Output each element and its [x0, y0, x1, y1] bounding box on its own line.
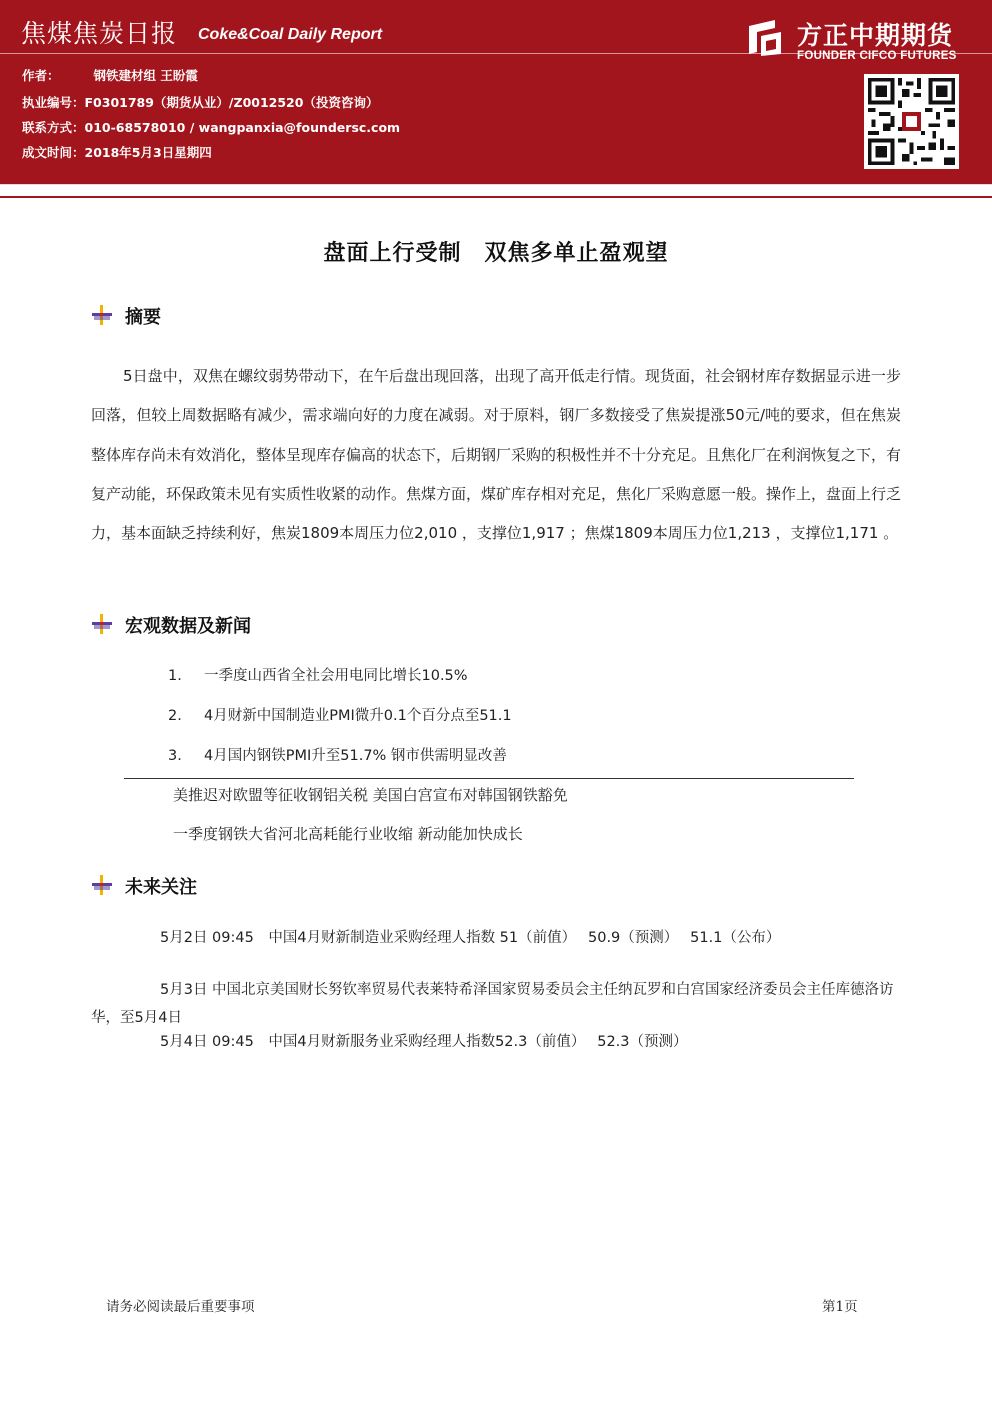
- license-value: F0301789（期货从业）/Z0012520（投资咨询）: [84, 95, 379, 110]
- list-number: 3.: [168, 748, 182, 764]
- news-item-tariff: 美推迟对欧盟等征收钢铝关税 美国白宫宣布对韩国钢铁豁免: [173, 786, 568, 804]
- abstract-body: [91, 357, 901, 553]
- author-value: 钢铁建材组 王盼霞: [93, 68, 198, 83]
- list-text: 4月财新中国制造业PMI微升0.1个百分点至51.1: [204, 708, 512, 724]
- future-events-3: [91, 1028, 901, 1056]
- future-event-3: 5月4日 09:45 中国4月财新服务业采购经理人指数52.3（前值） 52.3（预测）: [160, 1034, 688, 1050]
- section-bullet-icon: [92, 875, 112, 895]
- date-label: 成文时间：: [22, 145, 85, 160]
- section-bullet-icon: [92, 305, 112, 325]
- report-title-cn: 焦煤焦炭日报: [21, 19, 178, 48]
- license-row: [22, 93, 378, 111]
- page-number: 第1页: [822, 1299, 858, 1315]
- abstract-paragraph: 5日盘中，双焦在螺纹弱势带动下，在午后盘出现回落，出现了高开低走行情。现货面，社会钢材库存数据显示进一步回落，但较上周数据略有减少，需求端向好的力度在减弱。对于原料，钢厂多数接受了焦炭提涨50元/吨的要求，但在焦炭整体库存尚未有效消化，整体呈现库存偏高的状态下，后期钢厂采购的积极性并不十分充足。且焦化厂在利润恢复之下，有复产动能，环保政策未见有实质性收紧的动作。焦煤方面，煤矿库存相对充足，焦化厂采购意愿一般。操作上，盘面上行乏力，基本面缺乏持续利好，焦炭1809本周压力位2,010 ，支撑位1,917 ；焦煤1809本周压力位1,213 ，支撑位1,171 。: [91, 367, 902, 543]
- report-title-en: Coke&Coal Daily Report: [198, 26, 383, 43]
- section-title: 摘要: [125, 307, 161, 328]
- date-value: 2018年5月3日星期四: [84, 145, 212, 160]
- contact-value[interactable]: 010-68578010 / wangpanxia@foundersc.com: [84, 120, 401, 135]
- news-item-hebei: 一季度钢铁大省河北高耗能行业收缩 新动能加快成长: [173, 825, 523, 843]
- content-divider: [124, 778, 854, 779]
- list-item: [168, 704, 868, 744]
- list-item: [168, 664, 868, 704]
- footer-notice: 请务必阅读最后重要事项: [106, 1299, 255, 1315]
- contact-row: [22, 118, 400, 136]
- list-text: 4月国内钢铁PMI升至51.7% 钢市供需明显改善: [204, 748, 507, 764]
- date-row: [22, 143, 212, 161]
- list-number: 1.: [168, 668, 182, 684]
- header-strip: [0, 196, 992, 198]
- future-events-2: [91, 976, 901, 1032]
- contact-label: 联系方式：: [22, 120, 85, 135]
- company-logo: [745, 18, 975, 66]
- list-number: 2.: [168, 708, 182, 724]
- macro-news-list: [168, 664, 868, 784]
- report-header-banner: [0, 0, 992, 184]
- future-events: [91, 924, 901, 952]
- founder-logo-icon: [745, 18, 785, 58]
- section-bullet-icon: [92, 614, 112, 634]
- document-title: 盘面上行受制 双焦多单止盈观望: [323, 241, 669, 266]
- author-label: 作者：: [22, 68, 60, 83]
- qr-code-icon: [864, 74, 959, 169]
- author-row: [22, 66, 198, 84]
- section-title: 宏观数据及新闻: [125, 616, 251, 637]
- license-label: 执业编号：: [22, 95, 85, 110]
- future-event-1: 5月2日 09:45 中国4月财新制造业采购经理人指数 51（前值） 50.9（预测） 51.1（公布）: [160, 930, 781, 946]
- list-text: 一季度山西省全社会用电同比增长10.5%: [204, 668, 468, 684]
- section-title: 未来关注: [125, 877, 197, 898]
- future-event-2: 5月3日 中国北京美国财长努钦率贸易代表莱特希泽国家贸易委员会主任纳瓦罗和白宫国家经济委员会主任库德洛访华，至5月4日: [91, 982, 894, 1026]
- logo-text-cn: 方正中期期货: [797, 21, 954, 50]
- logo-text-en: FOUNDER CIFCO FUTURES: [797, 50, 957, 62]
